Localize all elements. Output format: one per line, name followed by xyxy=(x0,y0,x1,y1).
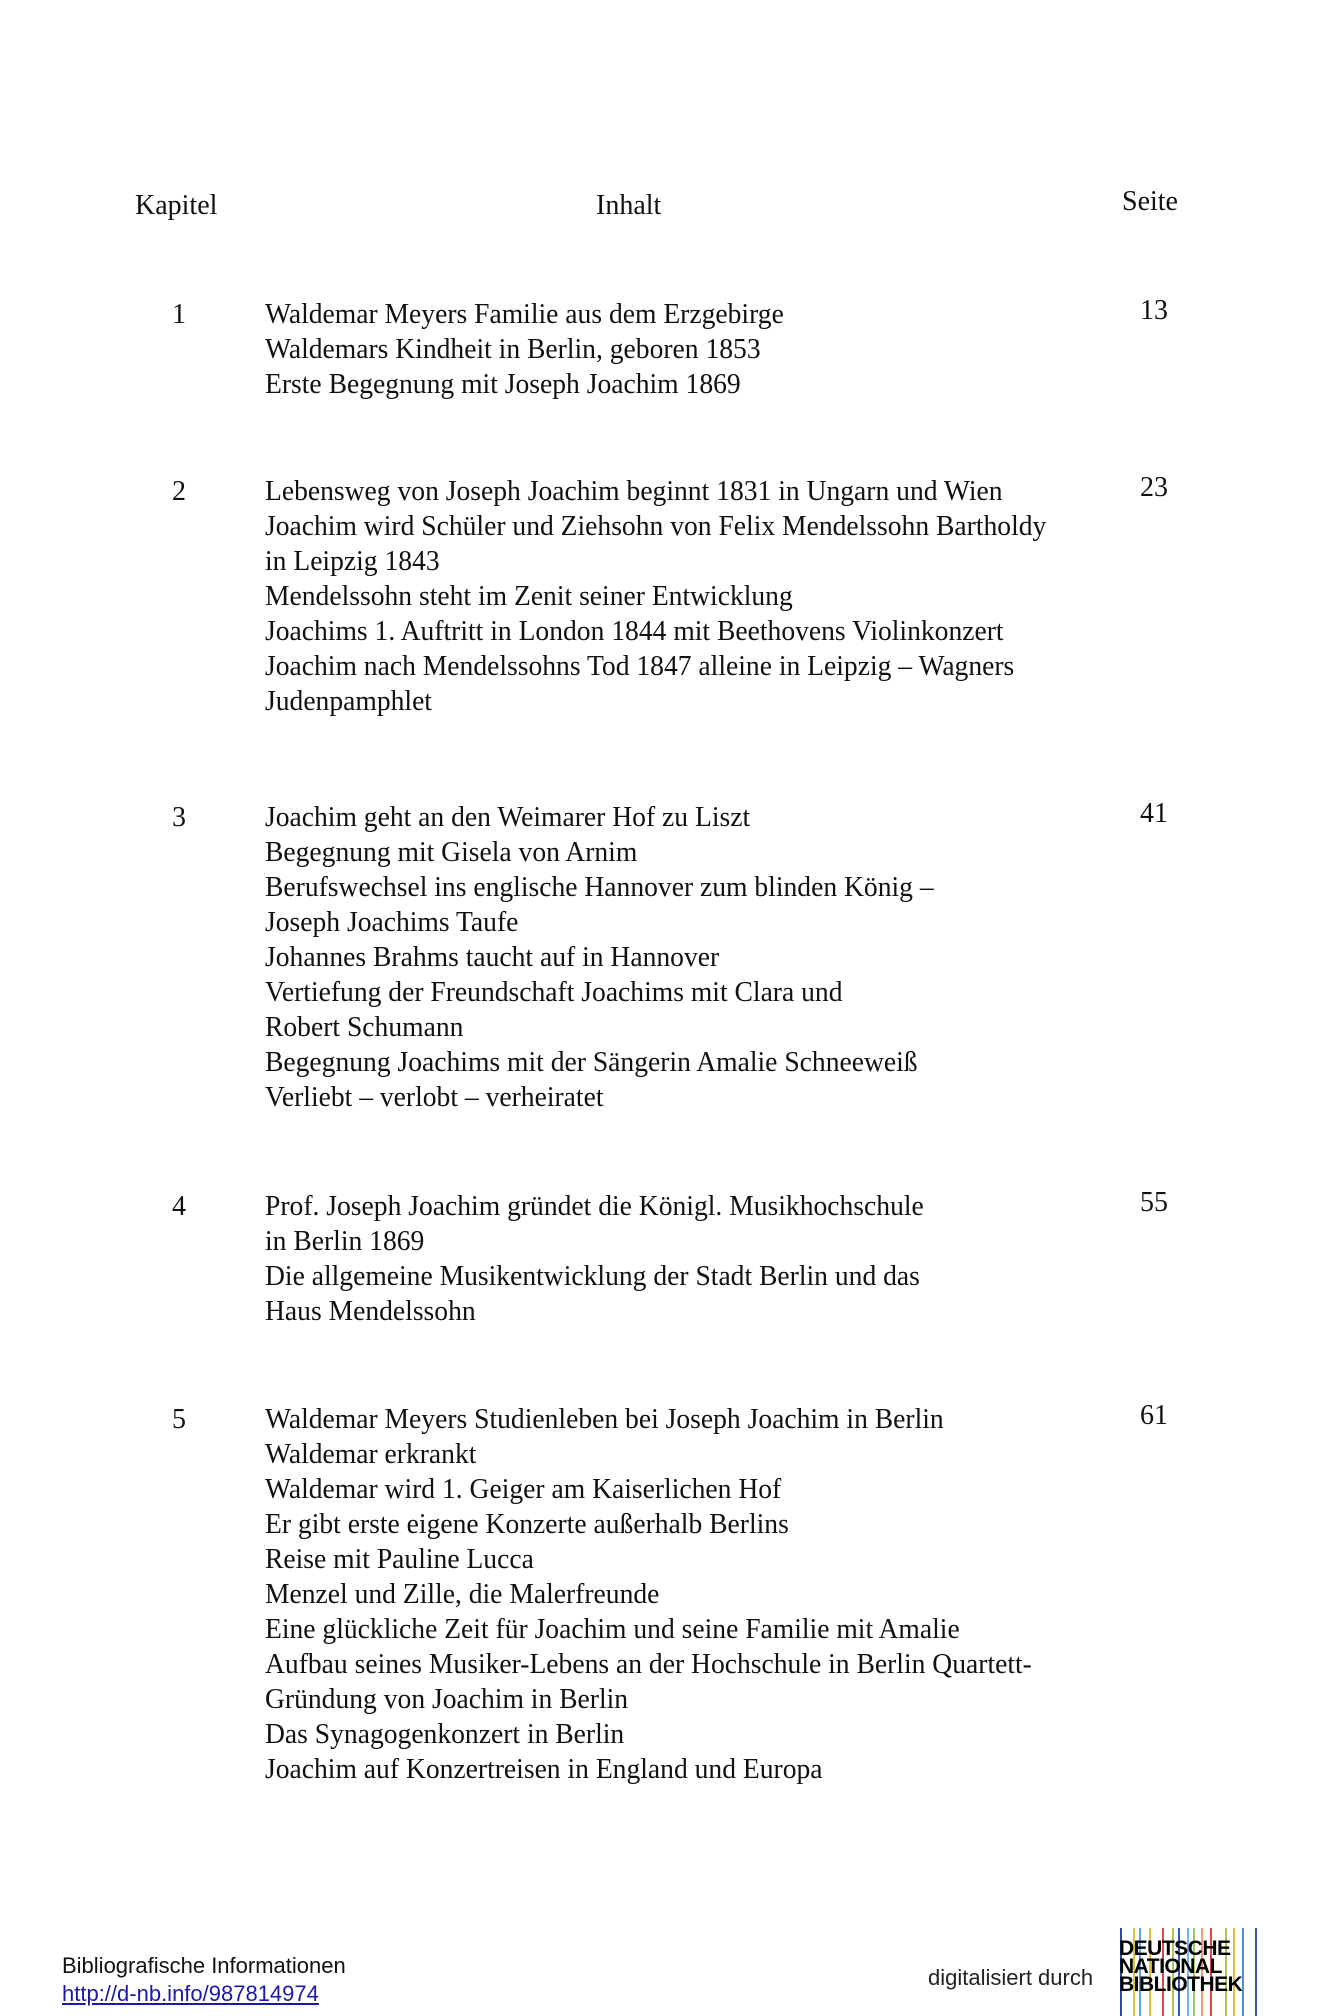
digitized-by-label: digitalisiert durch xyxy=(928,1965,1094,1990)
chapter-title-line: Aufbau seines Musiker-Lebens an der Hochschule in Berlin Quartett- xyxy=(265,1649,1032,1680)
chapter-title-line: Begegnung mit Gisela von Arnim xyxy=(265,837,638,868)
chapter-titles xyxy=(265,1189,924,1329)
chapter-title-line: Prof. Joseph Joachim gründet die Königl. Musikhochschule xyxy=(265,1191,924,1222)
chapter-title-line: Waldemar erkrankt xyxy=(265,1439,477,1470)
chapter-title-line: Mendelssohn steht im Zenit seiner Entwicklung xyxy=(265,581,793,612)
chapter-title-line: Joseph Joachims Taufe xyxy=(265,907,519,938)
chapter-titles xyxy=(265,297,784,402)
dnb-logo xyxy=(1110,1928,1260,2016)
column-header-kapitel: Kapitel xyxy=(135,190,218,221)
logo-bar xyxy=(1255,1928,1257,2016)
chapter-titles xyxy=(265,474,1046,719)
chapter-page-number: 41 xyxy=(1140,798,1168,829)
chapter-title-line: Joachim geht an den Weimarer Hof zu Liszt xyxy=(265,802,751,833)
chapter-title-line: Waldemars Kindheit in Berlin, geboren 1853 xyxy=(265,334,761,365)
chapter-title-line: Johannes Brahms taucht auf in Hannover xyxy=(265,942,720,973)
column-header-seite: Seite xyxy=(1122,186,1178,217)
column-header-inhalt: Inhalt xyxy=(596,190,662,221)
chapter-title-line: Lebensweg von Joseph Joachim beginnt 1831 in Ungarn und Wien xyxy=(265,476,1003,507)
chapter-title-line: Erste Begegnung mit Joseph Joachim 1869 xyxy=(265,369,741,400)
chapter-number: 3 xyxy=(172,802,186,833)
chapter-title-line: Waldemar Meyers Studienleben bei Joseph Joachim in Berlin xyxy=(265,1404,944,1435)
chapter-page-number: 13 xyxy=(1140,295,1168,326)
chapter-title-line: Eine glückliche Zeit für Joachim und seine Familie mit Amalie xyxy=(265,1614,960,1645)
chapter-title-line: Haus Mendelssohn xyxy=(265,1296,476,1327)
bibliographic-link[interactable]: http://d-nb.info/987814974 xyxy=(62,1981,319,2006)
chapter-number: 1 xyxy=(172,299,186,330)
chapter-title-line: Joachim auf Konzertreisen in England und Europa xyxy=(265,1754,823,1785)
chapter-title-line: Joachim nach Mendelssohns Tod 1847 alleine in Leipzig – Wagners xyxy=(265,651,1015,682)
chapter-title-line: Menzel und Zille, die Malerfreunde xyxy=(265,1579,660,1610)
chapter-page-number: 55 xyxy=(1140,1187,1168,1218)
chapter-number: 5 xyxy=(172,1404,186,1435)
logo-line: NATIONAL xyxy=(1119,1955,1222,1978)
chapter-title-line: Joachim wird Schüler und Ziehsohn von Felix Mendelssohn Bartholdy xyxy=(265,511,1047,542)
chapter-number: 2 xyxy=(172,476,186,507)
dnb-logo-text xyxy=(1119,1937,1243,1996)
chapter-page-number: 61 xyxy=(1140,1400,1168,1431)
logo-line: BIBLIOTHEK xyxy=(1119,1973,1243,1996)
chapter-title-line: Waldemar Meyers Familie aus dem Erzgebirge xyxy=(265,299,784,330)
chapter-titles xyxy=(265,1402,1032,1787)
chapter-title-line: Joachims 1. Auftritt in London 1844 mit Beethovens Violinkonzert xyxy=(265,616,1004,647)
logo-line: DEUTSCHE xyxy=(1119,1937,1231,1960)
chapter-title-line: in Leipzig 1843 xyxy=(265,546,440,577)
bibliographic-info xyxy=(62,1952,346,2008)
chapter-title-line: Reise mit Pauline Lucca xyxy=(265,1544,534,1575)
chapter-title-line: Robert Schumann xyxy=(265,1012,464,1043)
chapter-title-line: Vertiefung der Freundschaft Joachims mit Clara und xyxy=(265,977,843,1008)
chapter-title-line: Gründung von Joachim in Berlin xyxy=(265,1684,629,1715)
chapter-page-number: 23 xyxy=(1140,472,1168,503)
chapter-title-line: Das Synagogenkonzert in Berlin xyxy=(265,1719,625,1750)
chapter-titles xyxy=(265,800,934,1115)
chapter-number: 4 xyxy=(172,1191,186,1222)
bibliographic-info-label: Bibliografische Informationen xyxy=(62,1953,346,1978)
chapter-title-line: Er gibt erste eigene Konzerte außerhalb Berlins xyxy=(265,1509,789,1540)
chapter-title-line: Verliebt – verlobt – verheiratet xyxy=(265,1082,604,1113)
chapter-title-line: Berufswechsel ins englische Hannover zum blinden König – xyxy=(265,872,934,903)
chapter-title-line: Judenpamphlet xyxy=(265,686,432,717)
chapter-title-line: Waldemar wird 1. Geiger am Kaiserlichen Hof xyxy=(265,1474,782,1505)
chapter-title-line: in Berlin 1869 xyxy=(265,1226,425,1257)
chapter-title-line: Die allgemeine Musikentwicklung der Stadt Berlin und das xyxy=(265,1261,920,1292)
chapter-title-line: Begegnung Joachims mit der Sängerin Amalie Schneeweiß xyxy=(265,1047,918,1078)
